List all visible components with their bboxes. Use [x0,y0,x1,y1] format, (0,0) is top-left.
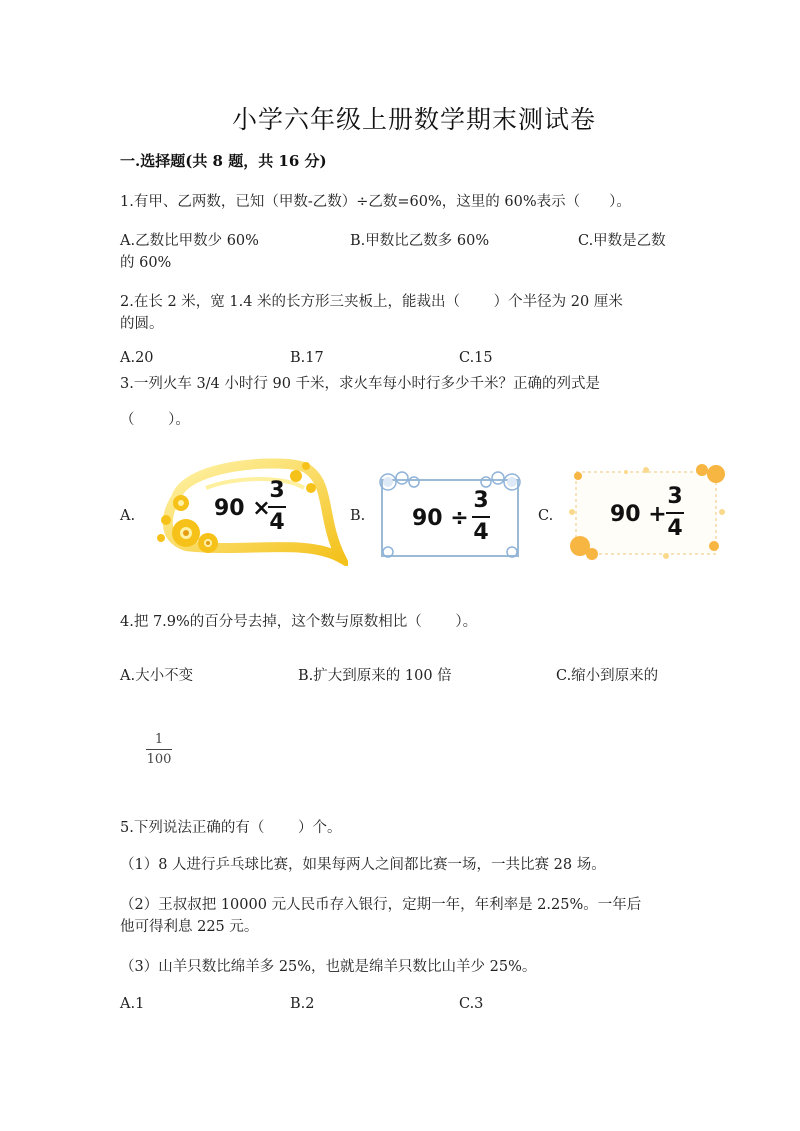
option-a-operator: × [252,496,271,521]
option-b-denominator: 4 [473,520,489,545]
question-2-stem-line1: 2.在长 2 米，宽 1.4 米的长方形三夹板上，能裁出（ ）个半径为 20 厘米 [120,294,623,310]
option-a-denominator: 4 [269,510,285,535]
option-c-whole: 90 [610,502,641,527]
question-1-stem: 1.有甲、乙两数，已知（甲数-乙数）÷乙数=60%，这里的 60%表示（ ）。 [120,194,631,210]
question-1-option-c: C.甲数是乙数 [578,233,666,249]
exam-title: 小学六年级上册数学期末测试卷 [232,105,597,134]
option-c-numerator: 3 [667,484,683,509]
question-3-option-a-label: A. [120,508,136,524]
question-3-option-c-label: C. [538,508,554,524]
option-c-fraction-bar [666,512,684,514]
option-a-whole: 90 [214,496,245,521]
question-5-option-b: B.2 [290,996,315,1012]
section-heading: 一.选择题(共 8 题，共 16 分) [120,152,327,170]
question-5-option-a: A.1 [120,996,145,1012]
question-3-stem-line2: （ ）。 [120,412,190,428]
option-b-numerator: 3 [473,488,489,513]
question-4-option-b: B.扩大到原来的 100 倍 [298,668,452,684]
question-1-option-a: A.乙数比甲数少 60% [120,233,259,249]
question-5-stem: 5.下列说法正确的有（ ）个。 [120,820,342,836]
question-3-option-a-card [146,458,348,566]
option-a-fraction-bar [268,506,286,508]
question-4-option-a: A.大小不变 [120,668,194,684]
question-3-option-b-card [374,468,526,564]
question-2-option-c: C.15 [459,350,493,366]
fraction-bar [146,749,172,750]
question-4-option-c-fraction [146,732,172,767]
question-5-option-c: C.3 [459,996,484,1012]
question-5-statement-2-line1: （2）王叔叔把 10000 元人民币存入银行，定期一年，年利率是 2.25%。一年后 [120,897,642,913]
question-2-option-a: A.20 [120,350,154,366]
question-4-stem: 4.把 7.9%的百分号去掉，这个数与原数相比（ ）。 [120,614,478,630]
question-4-option-c: C.缩小到原来的 [556,668,659,684]
question-5-statement-2-line2: 他可得利息 225 元。 [120,919,259,935]
fraction-numerator: 1 [154,732,164,747]
question-3-option-c-card [566,462,726,564]
question-2-stem-line2: 的圆。 [120,316,164,332]
question-1-option-b: B.甲数比乙数多 60% [350,233,490,249]
question-5-statement-1: （1）8 人进行乒乓球比赛，如果每两人之间都比赛一场，一共比赛 28 场。 [120,857,606,873]
option-b-whole: 90 [412,506,443,531]
question-2-option-b: B.17 [290,350,324,366]
option-a-numerator: 3 [269,478,285,503]
question-3-stem-line1: 3.一列火车 3/4 小时行 90 千米，求火车每小时行多少千米？正确的列式是 [120,376,601,392]
option-c-operator: + [648,502,667,527]
option-b-operator: ÷ [450,506,469,531]
option-b-fraction-bar [472,516,490,518]
question-1-option-c-continued: 的 60% [120,255,172,271]
question-5-statement-3: （3）山羊只数比绵羊多 25%，也就是绵羊只数比山羊少 25%。 [120,959,537,975]
option-c-denominator: 4 [667,516,683,541]
question-3-option-b-label: B. [350,508,366,524]
fraction-denominator: 100 [146,752,172,767]
